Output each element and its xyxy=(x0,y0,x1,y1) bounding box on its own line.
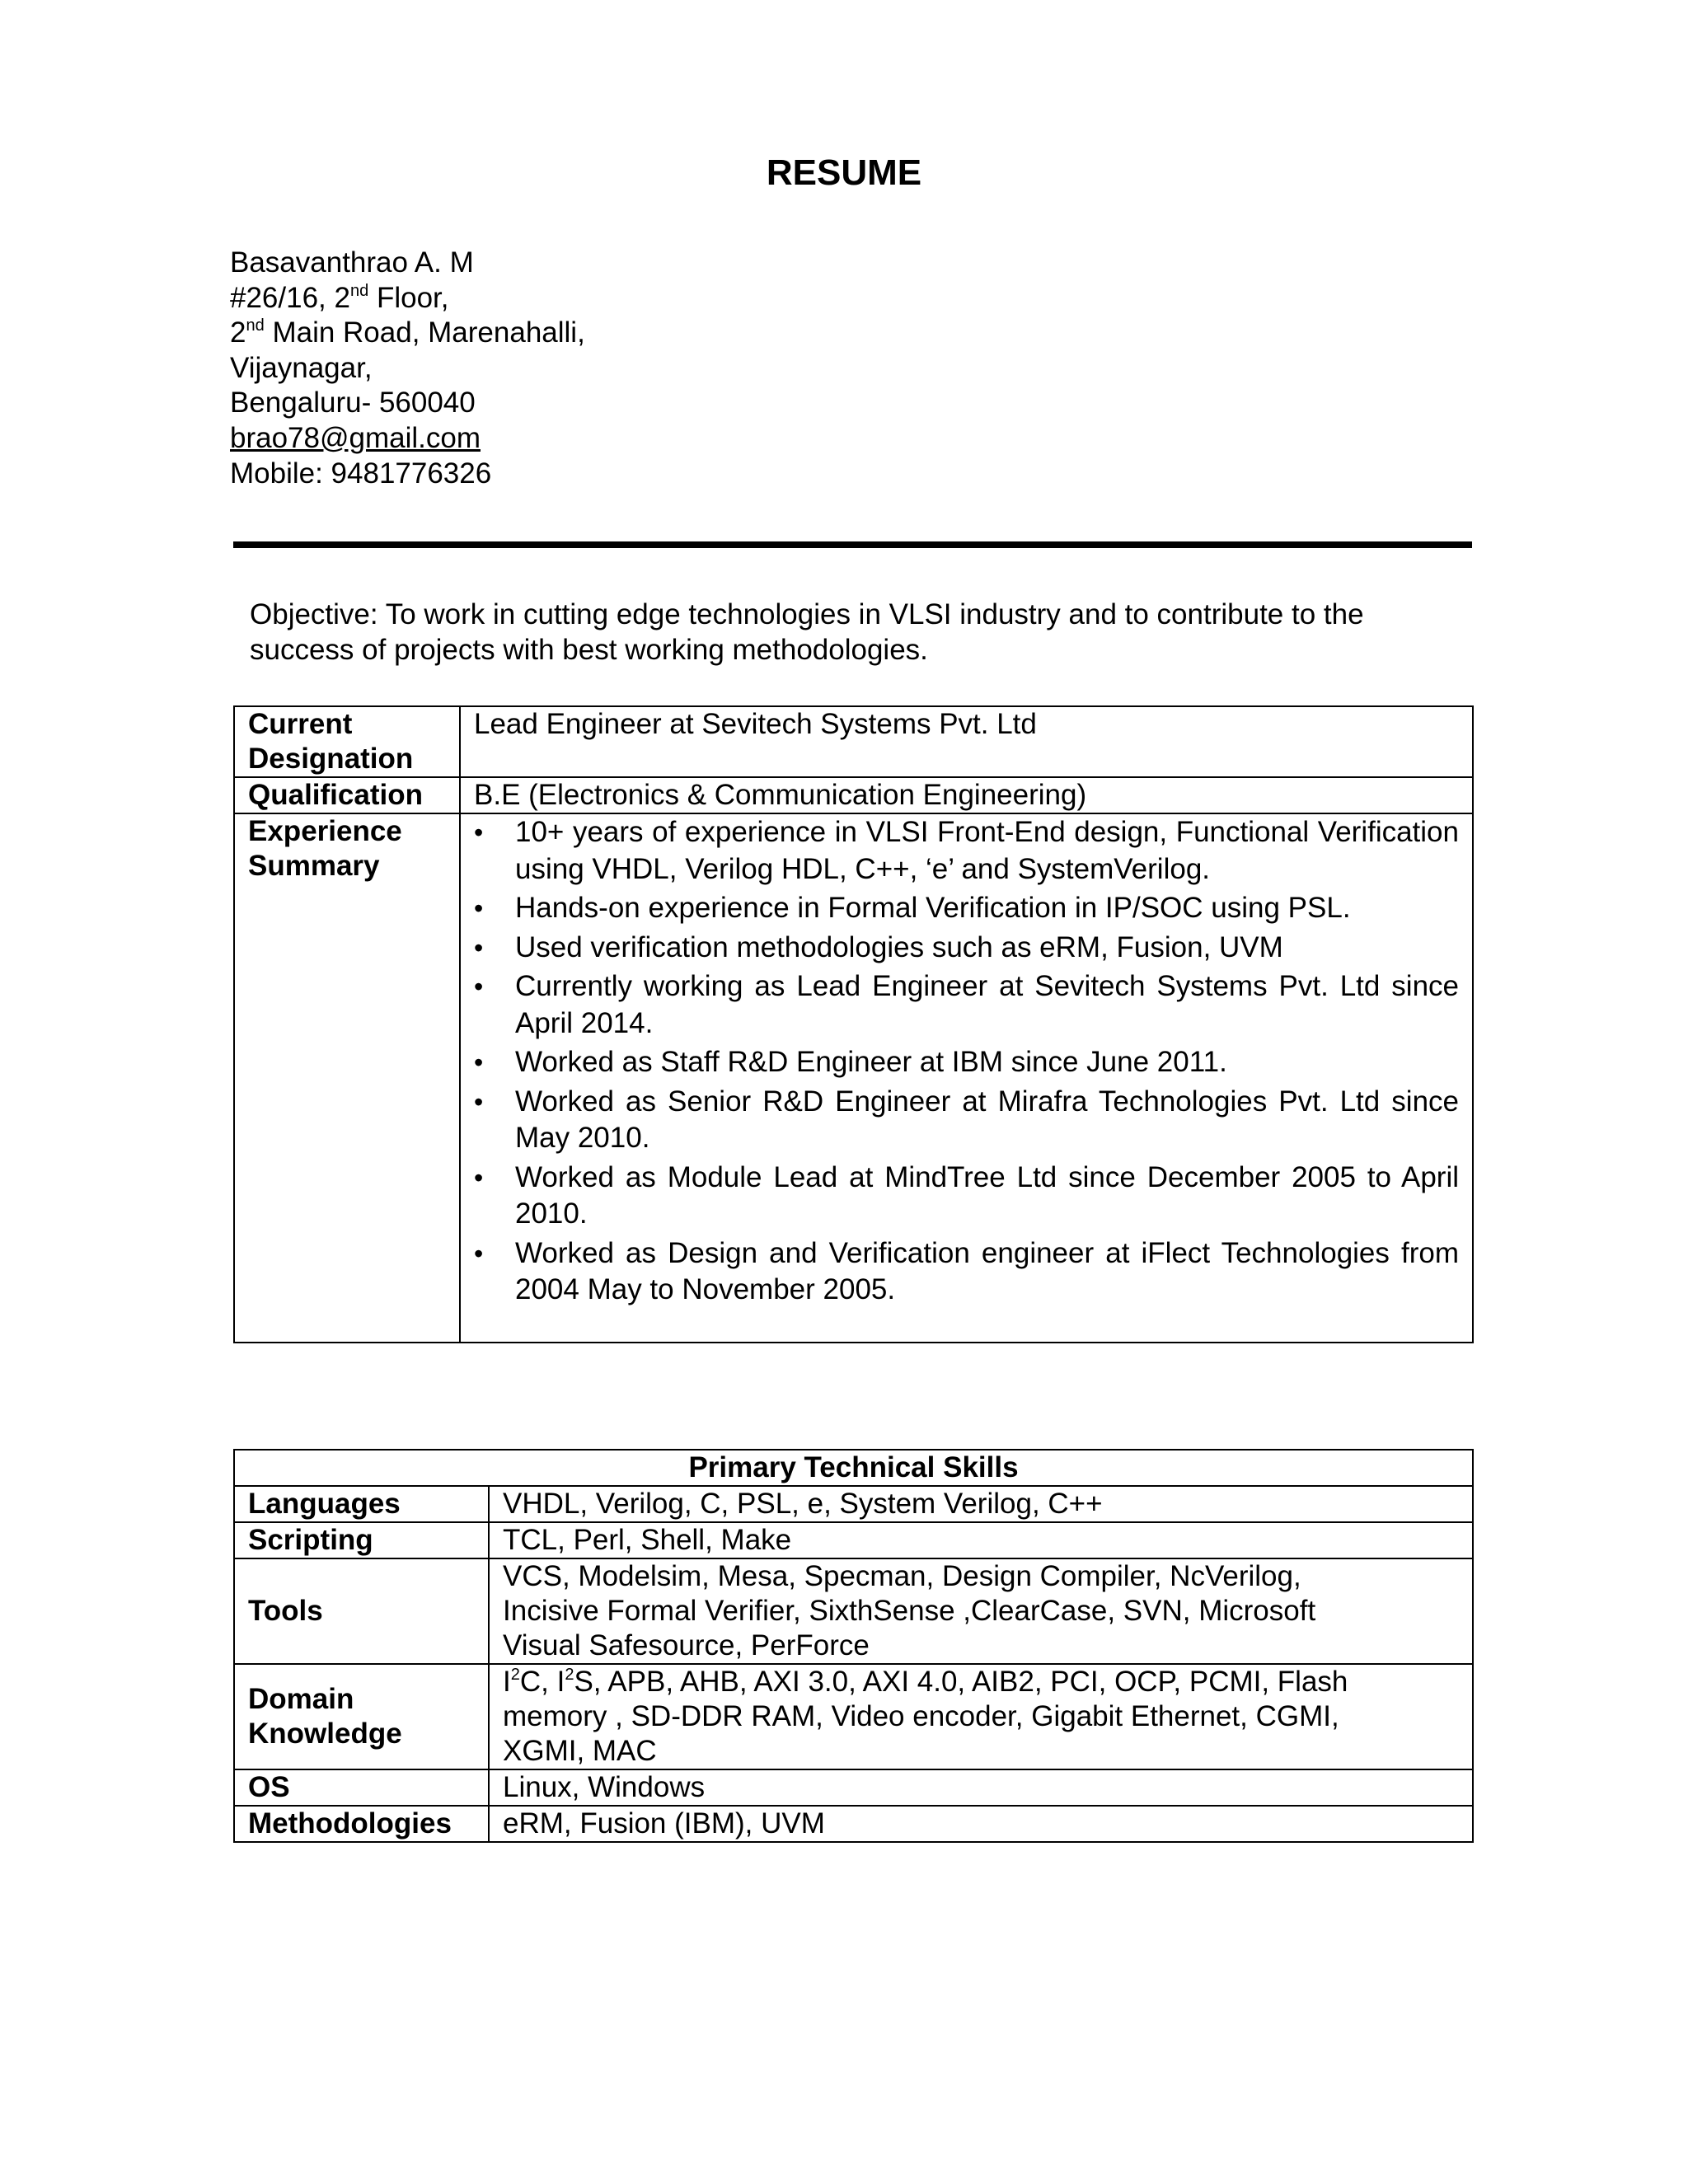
list-item: • Worked as Design and Verification engineer at iFlect Technologies from 2004 May to November 2005. xyxy=(474,1235,1459,1309)
languages-row xyxy=(234,1486,1473,1522)
list-item: • Used verification methodologies such as eRM, Fusion, UVM xyxy=(474,930,1459,967)
skills-table xyxy=(233,1449,1474,1843)
languages-label: Languages xyxy=(234,1486,489,1522)
address-line-3: Vijaynagar, xyxy=(230,351,373,384)
designation-value: Lead Engineer at Sevitech Systems Pvt. Ltd xyxy=(460,706,1473,777)
experience-label: Experience Summary xyxy=(234,813,460,1343)
resume-title: RESUME xyxy=(766,152,922,193)
domain-value xyxy=(489,1664,1473,1769)
objective-text: Objective: To work in cutting edge technologies in VLSI industry and to contribute to the success of projects with best working methodologies. xyxy=(250,598,1364,666)
tools-row xyxy=(234,1558,1473,1664)
address-line-1: #26/16, 2nd Floor, xyxy=(230,281,449,314)
list-item: • 10+ years of experience in VLSI Front-End design, Functional Verification using VHDL, Verilog HDL, C++, ‘e’ and SystemVerilog. xyxy=(474,814,1459,888)
scripting-label: Scripting xyxy=(234,1522,489,1558)
scripting-value: TCL, Perl, Shell, Make xyxy=(489,1522,1473,1558)
tools-line-3: Visual Safesource, PerForce xyxy=(503,1629,870,1661)
contact-name: Basavanthrao A. M xyxy=(230,246,474,279)
tools-line-2: Incisive Formal Verifier, SixthSense ,ClearCase, SVN, Microsoft xyxy=(503,1595,1316,1627)
os-label: OS xyxy=(234,1769,489,1806)
tools-line-1: VCS, Modelsim, Mesa, Specman, Design Compiler, NcVerilog, xyxy=(503,1560,1301,1592)
address-line-4: Bengaluru- 560040 xyxy=(230,387,476,419)
methodologies-row xyxy=(234,1806,1473,1842)
list-item: • Hands-on experience in Formal Verification in IP/SOC using PSL. xyxy=(474,890,1459,927)
address-line-2: 2nd Main Road, Marenahalli, xyxy=(230,316,585,349)
horizontal-divider xyxy=(233,541,1472,548)
languages-value: VHDL, Verilog, C, PSL, e, System Verilog, C++ xyxy=(489,1486,1473,1522)
experience-list xyxy=(474,814,1459,1309)
mobile-number: Mobile: 9481776326 xyxy=(230,457,492,490)
os-value: Linux, Windows xyxy=(489,1769,1473,1806)
list-item: • Worked as Senior R&D Engineer at Mirafra Technologies Pvt. Ltd since May 2010. xyxy=(474,1084,1459,1157)
skills-heading-row xyxy=(234,1450,1473,1486)
qualification-value: B.E (Electronics & Communication Engineering) xyxy=(460,777,1473,813)
designation-label: Current Designation xyxy=(234,706,460,777)
qualification-label: Qualification xyxy=(234,777,460,813)
methodologies-label: Methodologies xyxy=(234,1806,489,1842)
experience-cell xyxy=(460,813,1473,1343)
qualification-row xyxy=(234,777,1473,813)
list-item: • Worked as Staff R&D Engineer at IBM since June 2011. xyxy=(474,1044,1459,1081)
methodologies-value: eRM, Fusion (IBM), UVM xyxy=(489,1806,1473,1842)
list-item: • Worked as Module Lead at MindTree Ltd since December 2005 to April 2010. xyxy=(474,1160,1459,1233)
email-link[interactable]: brao78@gmail.com xyxy=(230,421,481,454)
domain-label: Domain Knowledge xyxy=(234,1664,489,1769)
summary-table xyxy=(233,705,1474,1343)
tools-label: Tools xyxy=(234,1558,489,1664)
list-item: • Currently working as Lead Engineer at Sevitech Systems Pvt. Ltd since April 2014. xyxy=(474,968,1459,1042)
designation-row xyxy=(234,706,1473,777)
os-row xyxy=(234,1769,1473,1806)
skills-heading: Primary Technical Skills xyxy=(234,1450,1473,1486)
domain-line-1: $I^2C$, $I^2S$, APB, AHB, AXI 3.0, AXI 4.0, AIB2, PCI, OCP, PCMI, Flash xyxy=(503,1666,1348,1698)
scripting-row xyxy=(234,1522,1473,1558)
experience-row xyxy=(234,813,1473,1343)
contact-block xyxy=(230,246,585,491)
tools-value xyxy=(489,1558,1473,1664)
domain-line-3: XGMI, MAC xyxy=(503,1735,657,1767)
domain-row xyxy=(234,1664,1473,1769)
domain-line-2: memory , SD-DDR RAM, Video encoder, Gigabit Ethernet, CGMI, xyxy=(503,1700,1339,1732)
